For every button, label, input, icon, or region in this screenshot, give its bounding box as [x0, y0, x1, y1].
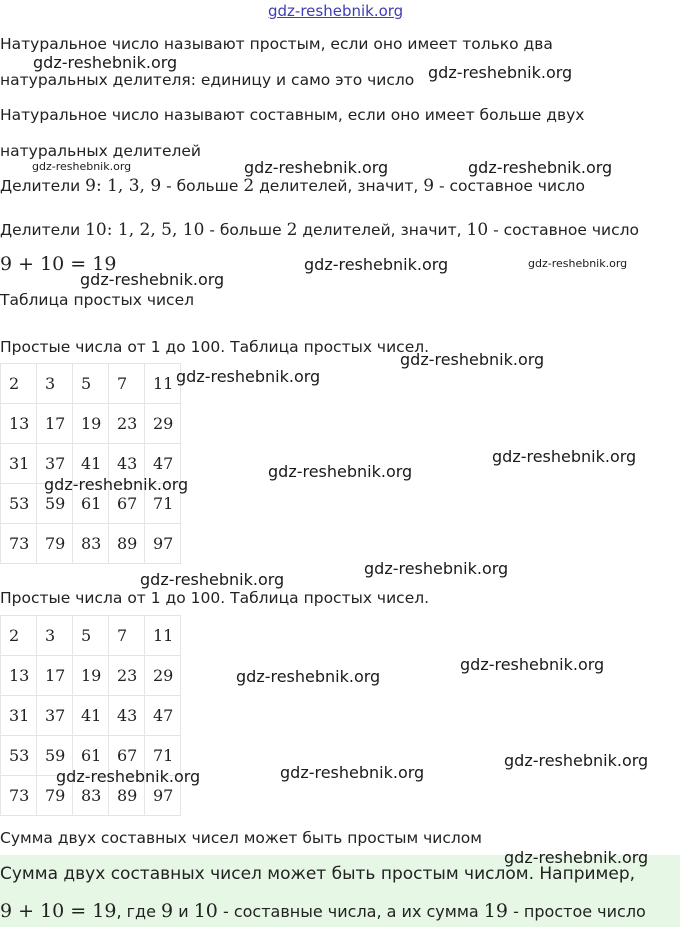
table-cell: 19 — [73, 656, 109, 696]
table-cell: 17 — [37, 656, 73, 696]
watermark: gdz-reshebnik.org — [492, 447, 637, 466]
table-row — [1, 364, 181, 404]
answer-line1: Сумма двух составных чисел может быть простым числом. Например, — [0, 864, 636, 884]
answer-line2: 9 + 10 = 19, где 9 и 10 - составные числа, а их сумма 19 - простое число — [0, 900, 646, 922]
watermark: gdz-reshebnik.org — [280, 763, 425, 782]
table-cell: 31 — [1, 444, 37, 484]
watermark: gdz-reshebnik.org — [32, 160, 132, 173]
prime-table-1 — [0, 363, 181, 564]
watermark: gdz-reshebnik.org — [268, 462, 413, 481]
table-cell: 19 — [73, 404, 109, 444]
watermark: gdz-reshebnik.org — [33, 53, 178, 72]
table-cell: 3 — [37, 616, 73, 656]
table-cell: 71 — [145, 736, 181, 776]
table-cell: 23 — [109, 404, 145, 444]
table-row — [1, 656, 181, 696]
divisors-10-line: Делители 10: 1, 2, 5, 10 - больше 2 делителей, значит, 10 - составное число — [0, 220, 640, 240]
table-cell: 29 — [145, 656, 181, 696]
header-link[interactable]: gdz-reshebnik.org — [268, 2, 404, 20]
table-cell: 83 — [73, 524, 109, 564]
table-cell: 59 — [37, 736, 73, 776]
table2-caption: Простые числа от 1 до 100. Таблица простых чисел. — [0, 589, 430, 607]
watermark: gdz-reshebnik.org — [176, 367, 321, 386]
watermark: gdz-reshebnik.org — [528, 257, 628, 270]
composite-definition-line1: Натуральное число называют составным, если оно имеет больше двух — [0, 106, 585, 124]
table-cell: 89 — [109, 776, 145, 816]
table-cell: 43 — [109, 444, 145, 484]
table-cell: 37 — [37, 444, 73, 484]
watermark: gdz-reshebnik.org — [364, 559, 509, 578]
equation: 9 + 10 = 19 — [0, 253, 117, 275]
table-cell: 7 — [109, 616, 145, 656]
watermark: gdz-reshebnik.org — [428, 63, 573, 82]
table-cell: 97 — [145, 524, 181, 564]
table-cell: 53 — [1, 484, 37, 524]
table-cell: 23 — [109, 656, 145, 696]
table-cell: 47 — [145, 696, 181, 736]
table-cell: 13 — [1, 404, 37, 444]
table-cell: 43 — [109, 696, 145, 736]
table-cell: 29 — [145, 404, 181, 444]
table-cell: 73 — [1, 776, 37, 816]
table-cell: 31 — [1, 696, 37, 736]
watermark: gdz-reshebnik.org — [236, 667, 381, 686]
divisors-9-line: Делители 9: 1, 3, 9 - больше 2 делителей, значит, 9 - составное число — [0, 176, 585, 196]
table-row — [1, 616, 181, 656]
table-cell: 59 — [37, 484, 73, 524]
watermark: gdz-reshebnik.org — [504, 848, 649, 867]
table-cell: 3 — [37, 364, 73, 404]
table-row — [1, 696, 181, 736]
table-cell: 41 — [73, 696, 109, 736]
watermark: gdz-reshebnik.org — [80, 270, 225, 289]
watermark: gdz-reshebnik.org — [304, 255, 449, 274]
table-cell: 13 — [1, 656, 37, 696]
watermark: gdz-reshebnik.org — [44, 475, 189, 494]
table-cell: 73 — [1, 524, 37, 564]
watermark: gdz-reshebnik.org — [56, 767, 201, 786]
table-cell: 2 — [1, 616, 37, 656]
table-cell: 79 — [37, 524, 73, 564]
watermark: gdz-reshebnik.org — [400, 350, 545, 369]
table-cell: 53 — [1, 736, 37, 776]
table-row — [1, 524, 181, 564]
table-cell: 11 — [145, 364, 181, 404]
table-cell: 79 — [37, 776, 73, 816]
statement: Сумма двух составных чисел может быть простым числом — [0, 829, 482, 847]
table-heading: Таблица простых чисел — [0, 291, 195, 309]
table-cell: 17 — [37, 404, 73, 444]
watermark: gdz-reshebnik.org — [140, 570, 285, 589]
watermark: gdz-reshebnik.org — [468, 158, 613, 177]
composite-definition-line2: натуральных делителей — [0, 142, 202, 160]
watermark: gdz-reshebnik.org — [460, 655, 605, 674]
table-cell: 97 — [145, 776, 181, 816]
table-cell: 61 — [73, 484, 109, 524]
table-cell: 37 — [37, 696, 73, 736]
table1-caption: Простые числа от 1 до 100. Таблица простых чисел. — [0, 338, 430, 356]
table-cell: 7 — [109, 364, 145, 404]
prime-definition-line2: натуральных делителя: единицу и само это число — [0, 71, 415, 89]
table-cell: 2 — [1, 364, 37, 404]
prime-definition-line1: Натуральное число называют простым, если оно имеет только два — [0, 35, 553, 53]
table-row — [1, 404, 181, 444]
table-cell: 61 — [73, 736, 109, 776]
table-cell: 67 — [109, 484, 145, 524]
table-cell: 67 — [109, 736, 145, 776]
watermark: gdz-reshebnik.org — [504, 751, 649, 770]
table-cell: 47 — [145, 444, 181, 484]
table-cell: 83 — [73, 776, 109, 816]
table-cell: 5 — [73, 616, 109, 656]
table-cell: 41 — [73, 444, 109, 484]
table-cell: 89 — [109, 524, 145, 564]
watermark: gdz-reshebnik.org — [244, 158, 389, 177]
table-cell: 5 — [73, 364, 109, 404]
table-cell: 11 — [145, 616, 181, 656]
table-cell: 71 — [145, 484, 181, 524]
